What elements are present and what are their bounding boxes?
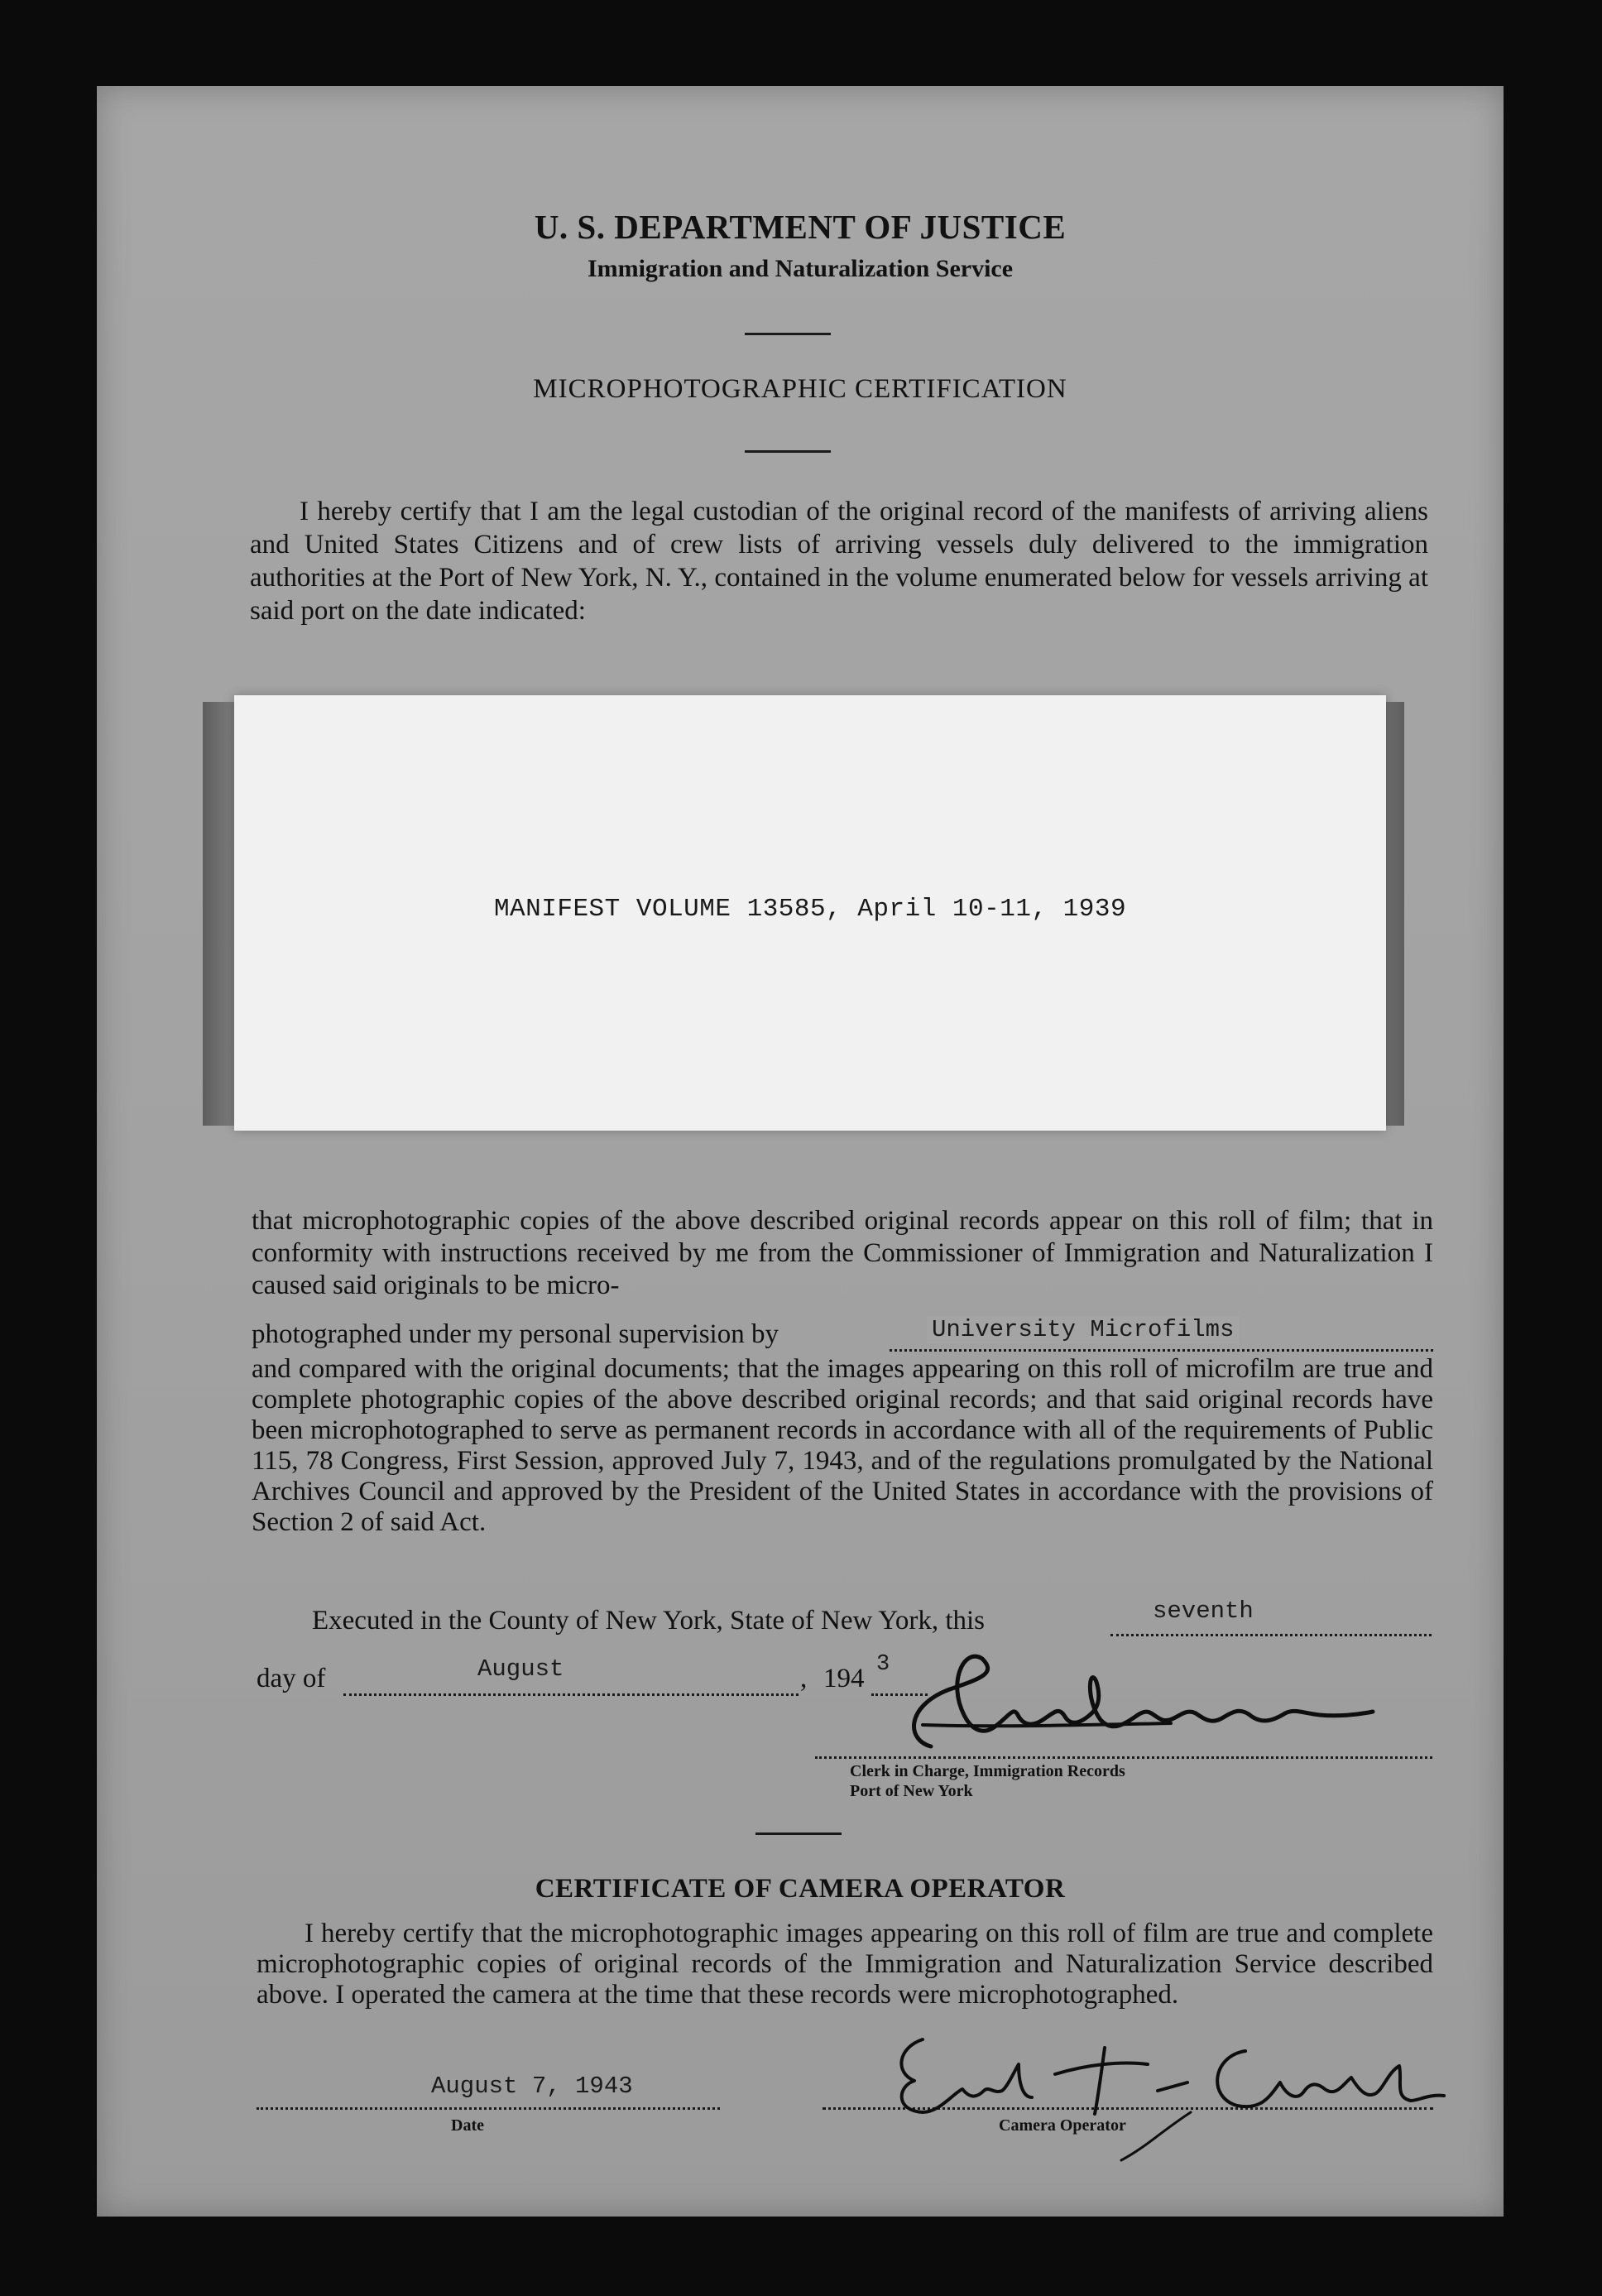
year-prefix: 194	[823, 1664, 865, 1693]
certification-body-part1: that microphotographic copies of the above described original records appear on this roll of film; that in conformity with instructions received by me from the Commissioner of Immigration and Naturalization I caused said originals to be micro-	[252, 1206, 1433, 1300]
manifest-volume-label: MANIFEST VOLUME 13585, April 10-11, 1939	[493, 895, 1127, 924]
executed-line-text: Executed in the County of New York, State of New York, this	[312, 1606, 986, 1636]
divider-rule	[745, 450, 831, 453]
year-digit-value: 3	[876, 1652, 890, 1677]
certification-title: MICROPHOTOGRAPHIC CERTIFICATION	[533, 374, 1067, 404]
signer-title-line1: Clerk in Charge, Immigration Records	[850, 1762, 1125, 1780]
camera-operator-label: Camera Operator	[999, 2116, 1126, 2135]
supervision-prefix: photographed under my personal supervision by	[252, 1319, 779, 1349]
divider-rule	[745, 333, 831, 335]
operator-date-value: August 7, 1943	[431, 2073, 633, 2100]
divider-rule	[755, 1832, 842, 1835]
signer-title-line2: Port of New York	[850, 1782, 973, 1800]
operator-certificate-title: CERTIFICATE OF CAMERA OPERATOR	[535, 1874, 1066, 1904]
clerk-signature	[873, 1649, 1386, 1773]
day-of-label: day of	[257, 1664, 326, 1693]
service-subheading: Immigration and Naturalization Service	[587, 255, 1014, 282]
executed-day-dotted-field	[1110, 1634, 1432, 1636]
operator-paragraph: I hereby certify that the microphotographic images appearing on this roll of film are true and complete microphotographic copies of original records of the Immigration and Naturalization Service described above. I operated the camera at the time that these records were microphotographed.	[257, 1919, 1433, 2010]
certification-body-part2: and compared with the original documents; that the images appearing on this roll of microfilm are true and complete photographic copies of the above described original records; and that said original records have been microphotographed to serve as permanent records in accordance with all of the requirements of Public 115, 78 Congress, First Session, approved July 7, 1943, and of the regulations promulgated by the National Archives Council and approved by the President of the United States in accordance with the provisions of Section 2 of said Act.	[252, 1354, 1433, 1537]
operator-date-label: Date	[451, 2116, 484, 2135]
filmed-by-value: University Microfilms	[927, 1316, 1239, 1343]
filmed-by-dotted-field	[890, 1349, 1433, 1352]
operator-signature	[873, 2015, 1452, 2164]
month-dotted-field	[343, 1693, 799, 1696]
department-heading: U. S. DEPARTMENT OF JUSTICE	[534, 208, 1067, 246]
year-comma: ,	[800, 1664, 808, 1693]
executed-month-value: August	[477, 1655, 564, 1683]
intro-paragraph: I hereby certify that I am the legal custodian of the original record of the manifests of arriving aliens and United States Citizens and of crew lists of arriving vessels duly delivered to the immigration authorities at the Port of New York, N. Y., contained in the volume enumerated below for vessels arriving at said port on the date indicated:	[250, 497, 1428, 626]
executed-day-value: seventh	[1153, 1597, 1254, 1625]
clerk-signature-dotted-field	[815, 1756, 1432, 1759]
certificate-page	[97, 86, 1504, 2217]
operator-date-dotted-field	[257, 2107, 720, 2110]
